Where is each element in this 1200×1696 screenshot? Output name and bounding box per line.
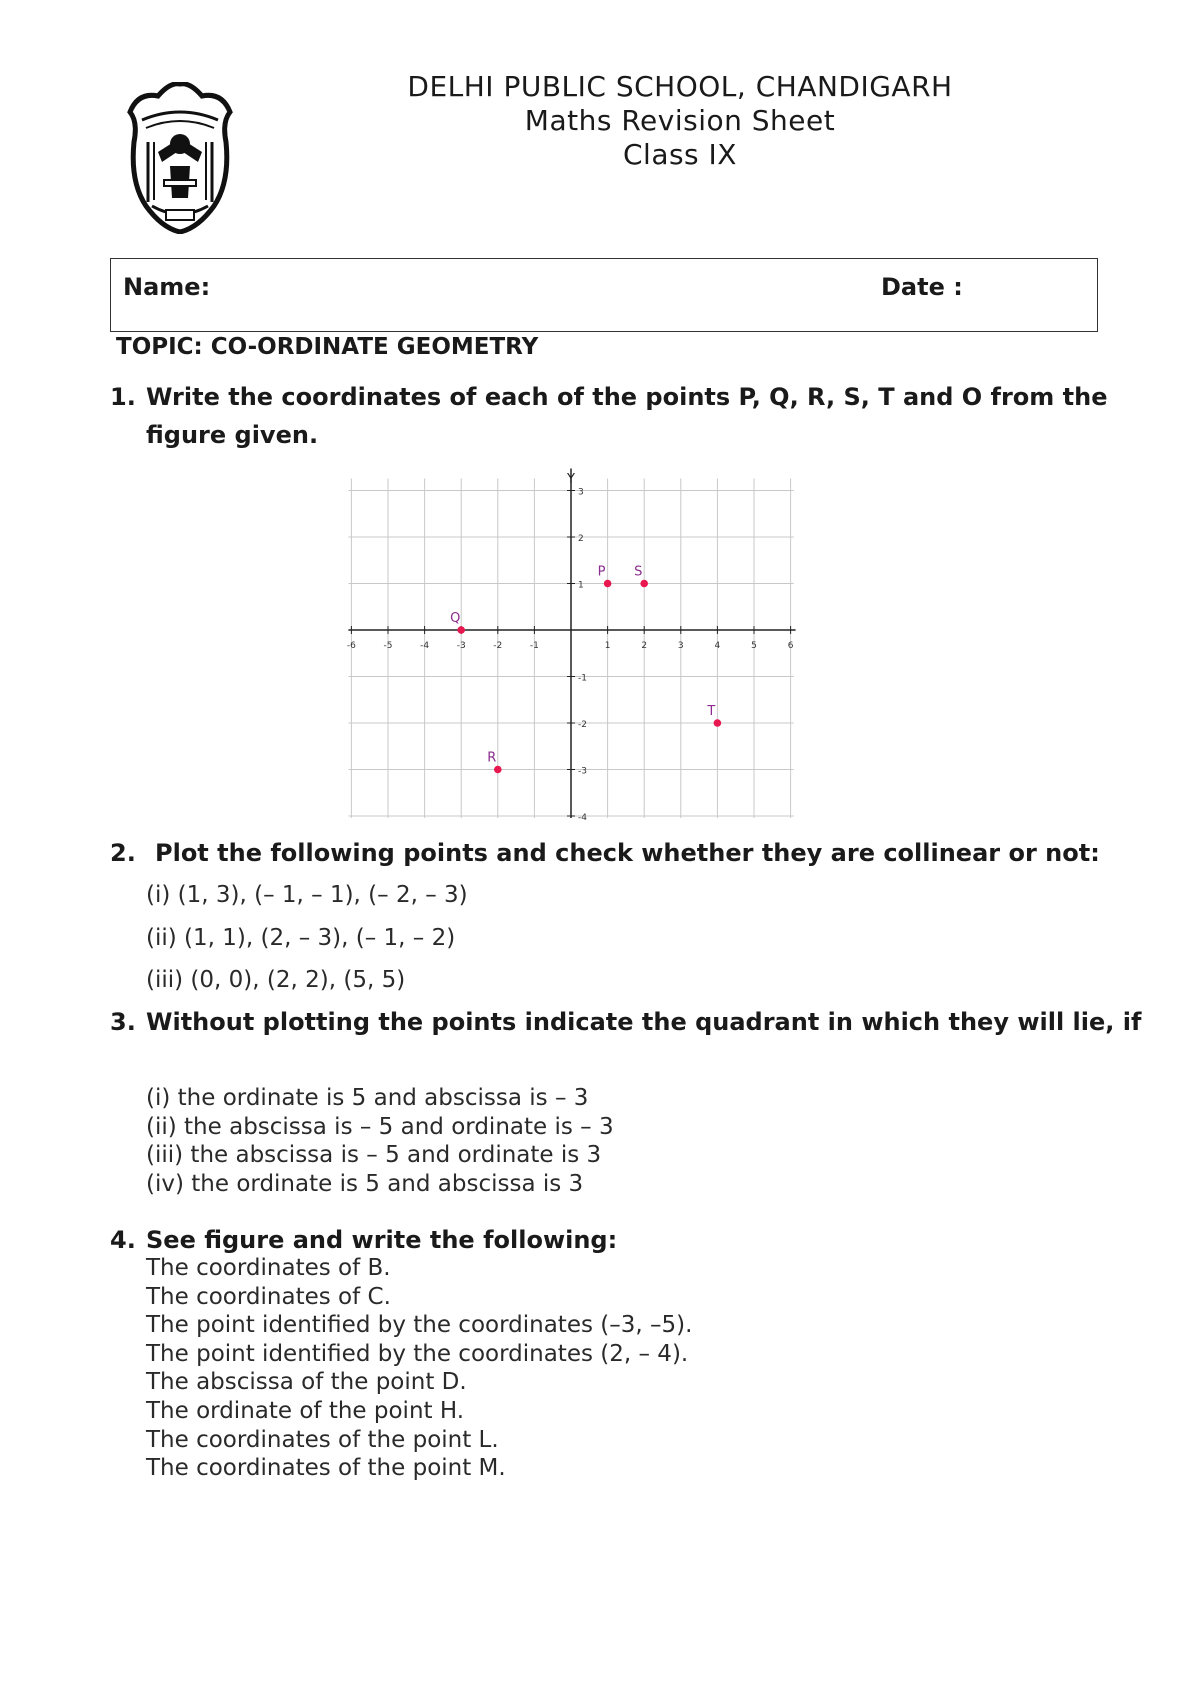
- question-text: See figure and write the following:: [146, 1226, 618, 1254]
- coordinate-graph: [340, 465, 810, 830]
- data-point: [494, 766, 502, 774]
- question-3: [110, 1008, 1170, 1072]
- x-tick-label: -4: [420, 641, 430, 651]
- school-logo: [118, 82, 242, 234]
- q4-item-7: The coordinates of the point L.: [146, 1426, 499, 1453]
- x-tick-label: 5: [751, 641, 757, 651]
- q3-item-2: (ii) the abscissa is – 5 and ordinate is – 3: [146, 1113, 614, 1140]
- x-tick-label: -5: [383, 641, 393, 651]
- x-tick-label: -2: [493, 641, 503, 651]
- y-tick-label: -1: [578, 673, 587, 684]
- y-tick-label: 1: [578, 580, 584, 591]
- class-label: Class IX: [622, 138, 737, 171]
- x-tick-label: -6: [346, 641, 356, 651]
- q4-item-8: The coordinates of the point M.: [146, 1455, 506, 1482]
- x-tick-label: -1: [529, 641, 539, 651]
- q4-item-6: The ordinate of the point H.: [146, 1397, 465, 1424]
- q3-list: [146, 1084, 614, 1198]
- q4-item-1: The coordinates of B.: [146, 1255, 391, 1281]
- x-tick-label: 3: [677, 641, 684, 651]
- data-point: [640, 580, 648, 588]
- y-tick-label: -2: [578, 720, 587, 730]
- x-tick-label: 1: [604, 641, 611, 651]
- question-number: 3.: [110, 1008, 136, 1036]
- point-label: Q: [450, 611, 461, 626]
- point-label: P: [597, 564, 606, 580]
- y-tick-label: 2: [578, 534, 584, 544]
- q2-item-1: (i) (1, 3), (– 1, – 1), (– 2, – 3): [146, 882, 468, 908]
- q4-item-5: The abscissa of the point D.: [146, 1369, 467, 1396]
- date-label: Date :: [881, 273, 963, 301]
- y-tick-label: -4: [578, 813, 587, 823]
- question-text: Plot the following points and check whether they are collinear or not:: [155, 839, 1100, 867]
- y-axis-label: Y: [567, 472, 575, 487]
- topic-heading: TOPIC: CO-ORDINATE GEOMETRY: [116, 334, 539, 360]
- y-tick-label: 3: [578, 487, 584, 498]
- point-label: S: [634, 564, 643, 580]
- x-tick-label: 6: [787, 641, 794, 651]
- q2-item-3: (iii) (0, 0), (2, 2), (5, 5): [146, 967, 406, 993]
- data-point: [604, 580, 612, 588]
- q4-item-3: The point identified by the coordinates (–3, –5).: [146, 1312, 693, 1339]
- name-date-box: [110, 258, 1098, 332]
- data-point: [714, 719, 722, 727]
- data-point: [457, 626, 465, 634]
- x-tick-label: 2: [641, 641, 648, 651]
- q4-item-2: The coordinates of C.: [146, 1283, 391, 1310]
- question-text: Write the coordinates of each of the points P, Q, R, S, T and O from the figure given.: [146, 383, 1108, 449]
- name-label: Name:: [123, 273, 211, 301]
- x-tick-label: -3: [456, 641, 466, 651]
- question-number: 4.: [110, 1226, 136, 1254]
- document-header: [300, 70, 1060, 172]
- x-tick-label: 4: [714, 641, 721, 651]
- q3-item-1: (i) the ordinate is 5 and abscissa is – 3: [146, 1085, 589, 1111]
- question-text: Without plotting the points indicate the quadrant in which they will lie, if: [146, 1008, 1142, 1036]
- q3-item-3: (iii) the abscissa is – 5 and ordinate is 3: [146, 1142, 602, 1169]
- point-label: T: [707, 704, 716, 719]
- question-number: 2.: [110, 839, 136, 867]
- q4-item-4: The point identified by the coordinates (2, – 4).: [146, 1340, 689, 1367]
- q3-item-4: (iv) the ordinate is 5 and abscissa is 3: [146, 1170, 584, 1197]
- question-2: [110, 834, 1170, 872]
- question-1: [110, 378, 1170, 458]
- sheet-title: Maths Revision Sheet: [524, 104, 836, 137]
- q4-list: [146, 1254, 692, 1483]
- question-number: 1.: [110, 383, 136, 411]
- q2-item-2: (ii) (1, 1), (2, – 3), (– 1, – 2): [146, 925, 456, 951]
- point-label: R: [487, 750, 497, 766]
- y-tick-label: -3: [578, 766, 587, 777]
- school-name: DELHI PUBLIC SCHOOL, CHANDIGARH: [407, 70, 953, 103]
